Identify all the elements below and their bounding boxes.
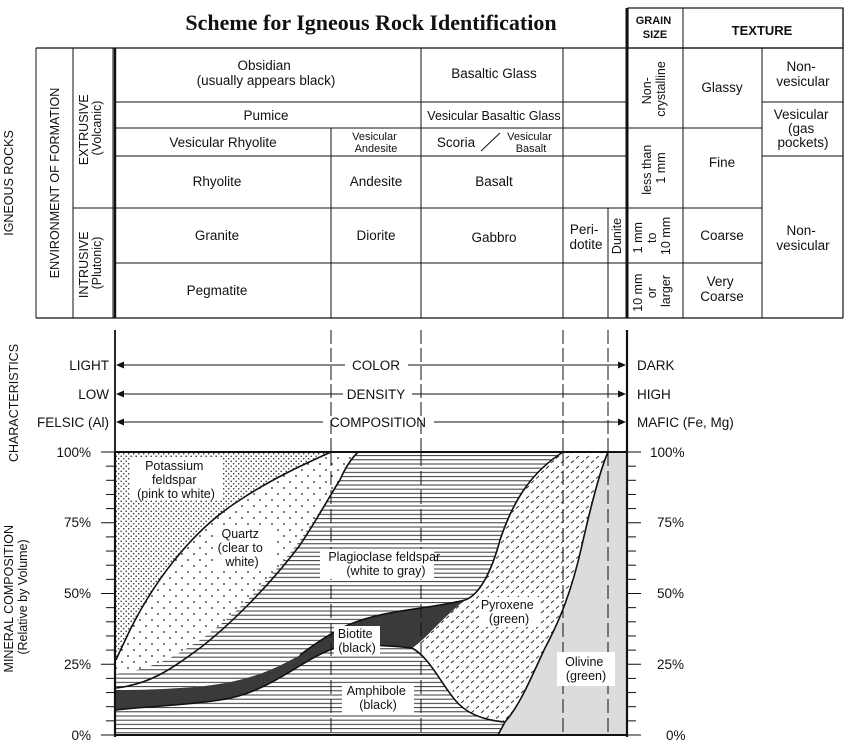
rock-scoria: Scoria bbox=[436, 135, 476, 150]
rock-dunite: Dunite bbox=[610, 217, 624, 255]
intrusive-label: INTRUSIVE (Plutonic) bbox=[77, 231, 104, 299]
char-composition-left: FELSIC (Al) bbox=[36, 415, 109, 430]
texture-header: TEXTURE bbox=[731, 23, 793, 38]
texture-fine: Fine bbox=[708, 155, 736, 170]
mineral-composition-label: MINERAL COMPOSITION (Relative by Volume) bbox=[2, 525, 30, 673]
mineral-olivine: Olivine (green) bbox=[565, 655, 607, 683]
rock-rhyolite: Rhyolite bbox=[192, 174, 242, 189]
mineral-pyroxene: Pyroxene (green) bbox=[480, 598, 534, 626]
char-color-right: DARK bbox=[637, 358, 675, 373]
igneous-rocks-label: IGNEOUS ROCKS bbox=[2, 130, 16, 236]
char-composition-right: MAFIC (Fe, Mg) bbox=[637, 415, 734, 430]
rock-basalt: Basalt bbox=[475, 174, 513, 189]
axis-left-100: 100% bbox=[56, 445, 91, 460]
rock-vesicular-andesite: Vesicular Andesite bbox=[352, 131, 398, 155]
characteristics-label: CHARACTERISTICS bbox=[7, 343, 21, 463]
extrusive-label: EXTRUSIVE (Volcanic) bbox=[77, 94, 104, 166]
rock-peridotite: Peri- dotite bbox=[569, 222, 603, 252]
mineral-quartz: Quartz (clear to white) bbox=[217, 527, 263, 569]
grain-less-than-1mm: less than 1 mm bbox=[640, 144, 668, 195]
grain-1-to-10mm: 1 mm to 10 mm bbox=[631, 216, 673, 256]
texture-non-vesicular-bottom: Non- vesicular bbox=[776, 223, 830, 253]
texture-coarse: Coarse bbox=[700, 228, 744, 243]
char-density-right: HIGH bbox=[637, 387, 671, 402]
rock-gabbro: Gabbro bbox=[471, 230, 517, 245]
mineral-amphibole: Amphibole (black) bbox=[346, 684, 406, 712]
mineral-biotite: Biotite (black) bbox=[337, 627, 376, 655]
char-color-center: COLOR bbox=[351, 358, 401, 373]
char-density-center: DENSITY bbox=[346, 387, 406, 402]
axis-right-75: 75% bbox=[657, 515, 685, 530]
grain-size-header: GRAIN SIZE bbox=[635, 15, 672, 41]
grain-10mm-or-larger: 10 mm or larger bbox=[631, 273, 673, 312]
grain-non-crystalline: Non- crystalline bbox=[640, 61, 668, 117]
char-color-left: LIGHT bbox=[69, 358, 109, 373]
rock-granite: Granite bbox=[194, 228, 240, 243]
axis-left-25: 25% bbox=[63, 657, 91, 672]
texture-very-coarse: Very Coarse bbox=[700, 274, 744, 304]
page-title: Scheme for Igneous Rock Identification bbox=[185, 10, 557, 35]
rock-vesicular-basalt: Vesicular Basalt bbox=[507, 131, 552, 155]
rock-obsidian: Obsidian (usually appears black) bbox=[196, 58, 336, 88]
mineral-plagioclase: Plagioclase feldspar (white to gray) bbox=[328, 550, 441, 578]
char-density-left: LOW bbox=[78, 387, 109, 402]
mineral-potassium-feldspar: Potassium feldspar (pink to white) bbox=[137, 459, 215, 501]
char-composition-center: COMPOSITION bbox=[329, 415, 427, 430]
rock-diorite: Diorite bbox=[356, 228, 396, 243]
rock-andesite: Andesite bbox=[349, 174, 403, 189]
axis-right-25: 25% bbox=[657, 657, 685, 672]
rock-pegmatite: Pegmatite bbox=[186, 283, 248, 298]
rock-basaltic-glass: Basaltic Glass bbox=[451, 66, 537, 81]
rock-pumice: Pumice bbox=[243, 108, 289, 123]
axis-left-0: 0% bbox=[71, 728, 91, 743]
axis-left-50: 50% bbox=[63, 586, 91, 601]
axis-right-100: 100% bbox=[650, 445, 685, 460]
axis-right-0: 0% bbox=[666, 728, 686, 743]
rock-vesicular-basaltic-glass: Vesicular Basaltic Glass bbox=[427, 109, 561, 123]
axis-left-75: 75% bbox=[63, 515, 91, 530]
texture-glassy: Glassy bbox=[701, 80, 743, 95]
texture-non-vesicular-top: Non- vesicular bbox=[776, 59, 830, 89]
environment-label: ENVIRONMENT OF FORMATION bbox=[48, 87, 62, 279]
axis-right-50: 50% bbox=[657, 586, 685, 601]
texture-vesicular: Vesicular (gas pockets) bbox=[773, 107, 829, 150]
rock-vesicular-rhyolite: Vesicular Rhyolite bbox=[169, 135, 277, 150]
